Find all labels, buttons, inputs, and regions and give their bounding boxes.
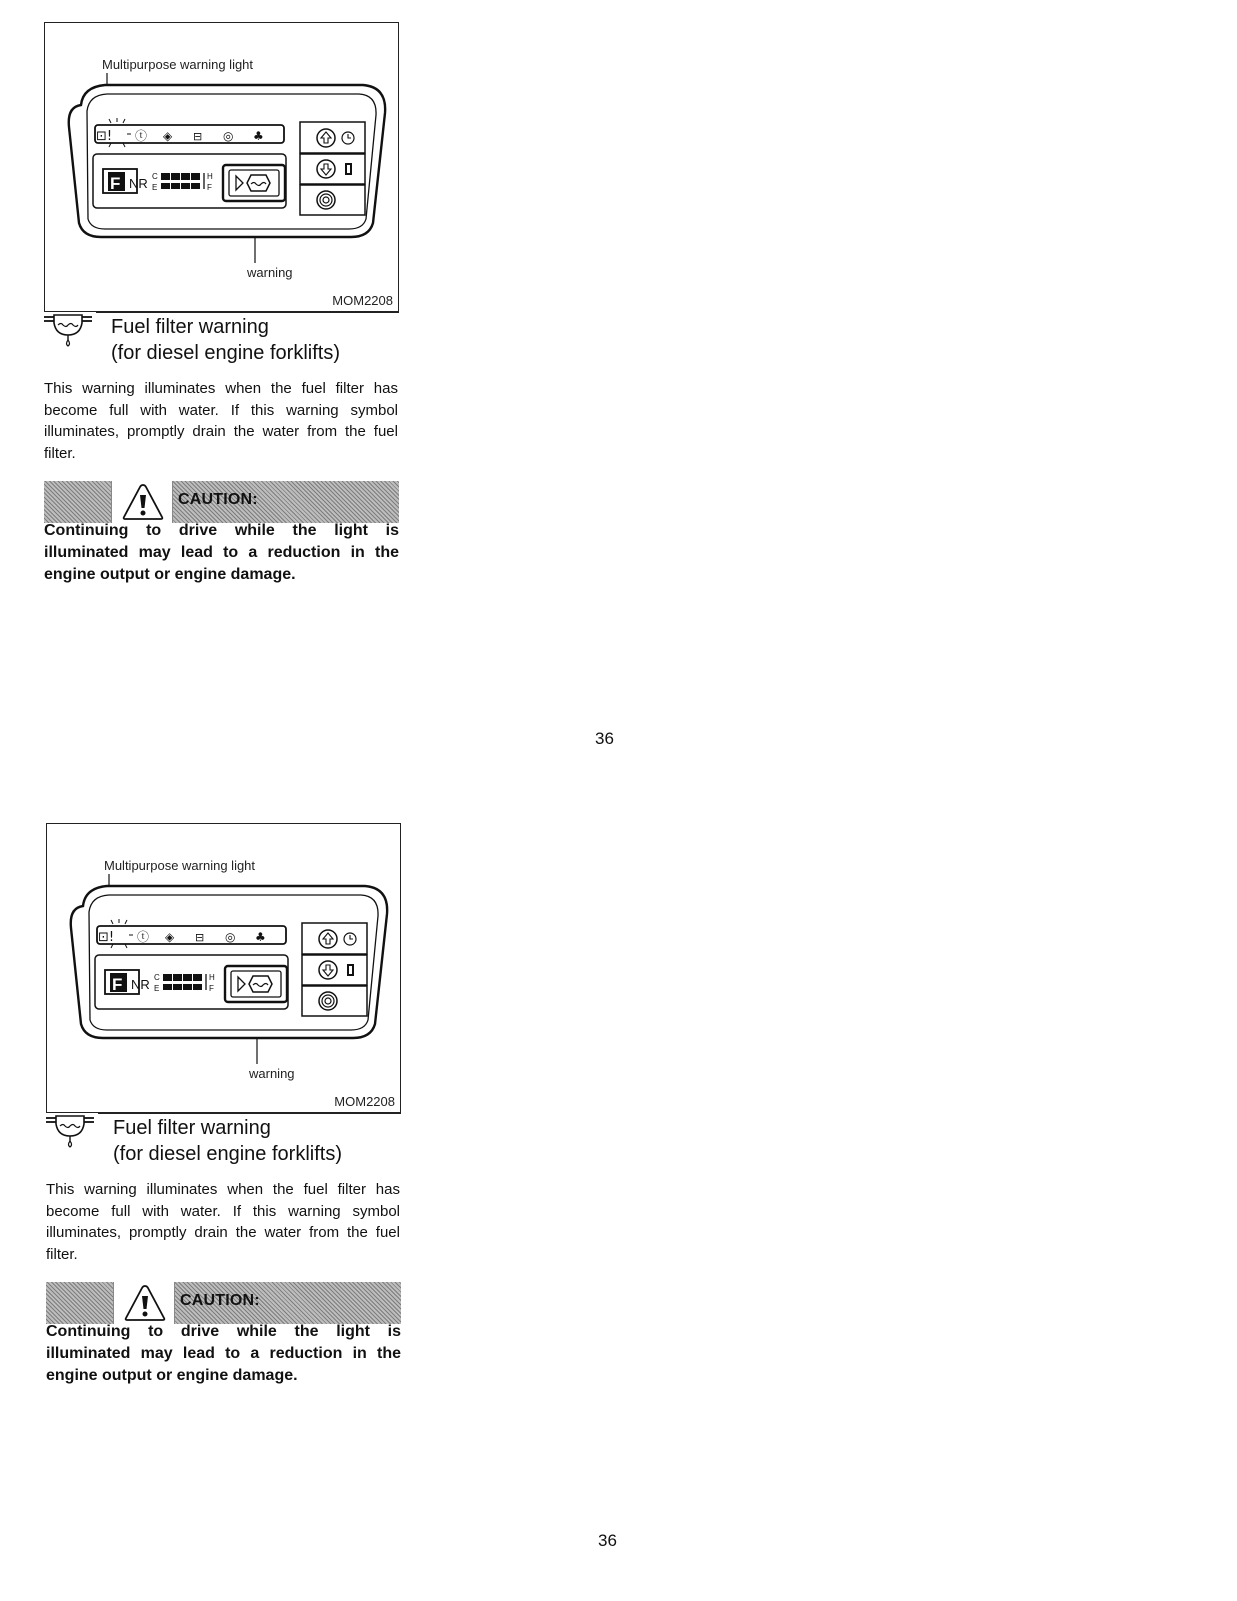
svg-text:⊡!: ⊡! (96, 129, 113, 144)
fuel-filter-water-icon (46, 1114, 98, 1148)
svg-text:◈: ◈ (163, 129, 173, 143)
heading-line-2: (for diesel engine forklifts) (113, 1143, 342, 1165)
svg-text:♣: ♣ (255, 930, 266, 944)
body-paragraph: This warning illuminates when the fuel filter has become full with water. If this warning symbol illuminates, promptly drain the water from the fuel filter. (44, 380, 398, 462)
heading-rule (96, 312, 399, 313)
section-heading (113, 1115, 342, 1167)
manual-page-top (0, 0, 1237, 800)
svg-text:C: C (152, 172, 158, 181)
svg-text:F: F (209, 984, 214, 993)
callout-warning: warning (247, 265, 293, 280)
callout-multipurpose-warning-light: Multipurpose warning light (102, 57, 254, 72)
svg-text:◈: ◈ (165, 930, 175, 944)
svg-text:E: E (154, 984, 160, 993)
caution-icon-box (111, 481, 173, 523)
caution-banner (44, 481, 399, 523)
page-number: 36 (598, 1531, 617, 1550)
caution-label: CAUTION: (180, 1292, 260, 1309)
svg-text:H: H (209, 973, 215, 982)
svg-text:ⓣ: ⓣ (135, 129, 148, 143)
manual-page-bottom (0, 801, 1237, 1601)
dashboard-figure (46, 823, 401, 1113)
svg-text:NR: NR (129, 176, 148, 191)
body-paragraph: This warning illuminates when the fuel filter has become full with water. If this warning symbol illuminates, promptly drain the water from the fuel filter. (46, 1181, 400, 1263)
svg-text:C: C (154, 973, 160, 982)
callout-multipurpose-warning-light: Multipurpose warning light (104, 858, 256, 873)
svg-text:♣: ♣ (253, 129, 264, 143)
figure-code: MOM2208 (334, 1094, 395, 1109)
svg-text:F: F (112, 975, 123, 994)
warning-triangle-icon (112, 481, 174, 523)
svg-text:◎: ◎ (223, 129, 234, 143)
gear-letter: F (110, 174, 121, 193)
caution-text: Continuing to drive while the light is illuminated may lead to a reduction in the engine output or engine damage. (46, 1323, 401, 1384)
figure-code: MOM2208 (332, 293, 393, 308)
caution-label: CAUTION: (178, 491, 258, 508)
caution-icon-box (113, 1282, 175, 1324)
svg-text:H: H (207, 172, 213, 181)
svg-text:⊡!: ⊡! (98, 930, 115, 945)
page-number: 36 (595, 729, 614, 748)
svg-text:⊟: ⊟ (193, 130, 203, 143)
heading-line-1: Fuel filter warning (113, 1117, 271, 1139)
dashboard-figure (44, 22, 399, 312)
svg-text:E: E (152, 183, 158, 192)
heading-rule (98, 1113, 401, 1114)
warning-triangle-icon (114, 1282, 176, 1324)
fuel-filter-water-icon (44, 313, 96, 347)
heading-line-1: Fuel filter warning (111, 316, 269, 338)
svg-text:NR: NR (131, 977, 150, 992)
callout-warning: warning (249, 1066, 295, 1081)
svg-text:◎: ◎ (225, 930, 236, 944)
section-heading (111, 314, 340, 366)
caution-banner (46, 1282, 401, 1324)
svg-text:ⓣ: ⓣ (137, 930, 150, 944)
heading-line-2: (for diesel engine forklifts) (111, 342, 340, 364)
svg-text:⊟: ⊟ (195, 931, 205, 944)
svg-text:F: F (207, 183, 212, 192)
caution-text: Continuing to drive while the light is illuminated may lead to a reduction in the engine output or engine damage. (44, 522, 399, 583)
